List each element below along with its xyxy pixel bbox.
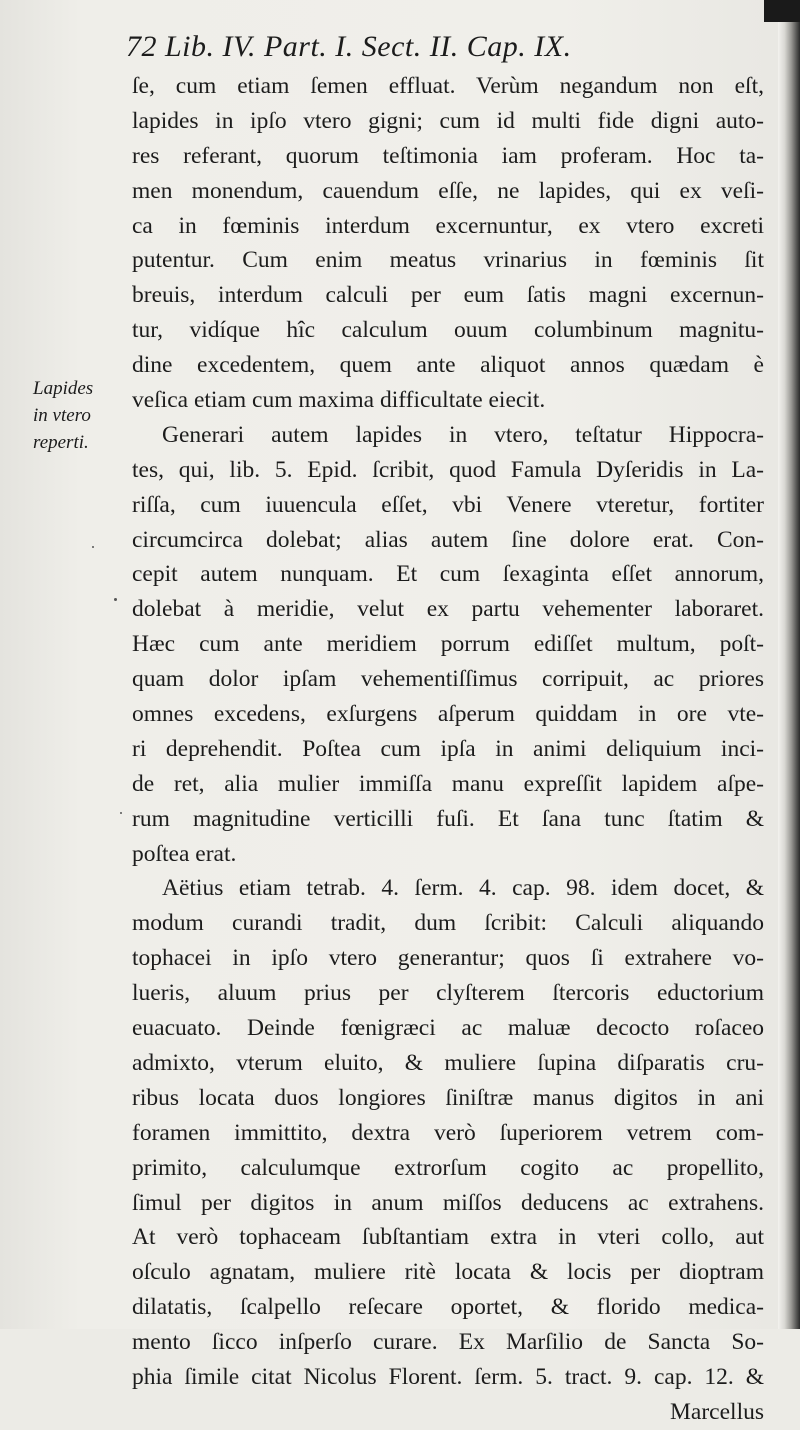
ink-speck — [92, 546, 94, 548]
margin-note — [33, 375, 128, 456]
text-line: phia ſimile citat Nicolus Florent. ſerm. 5. tract. 9. cap. 12. & — [132, 1363, 764, 1390]
text-line: lapides in ipſo vtero gigni; cum id multi fide digni auto- — [132, 107, 764, 134]
text-line: putentur. Cum enim meatus vrinarius in fœminis ſit — [132, 247, 764, 274]
text-line: res referant, quorum teſtimonia iam proferam. Hoc ta- — [132, 142, 764, 169]
text-line: circumcirca dolebat; alias autem ſine dolore erat. Con- — [132, 526, 764, 553]
text-line: riſſa, cum iuuencula eſſet, vbi Venere vteretur, fortiter — [132, 491, 764, 518]
text-line: ſimul per digitos in anum miſſos deducens ac extrahens. — [132, 1189, 764, 1216]
text-line: men monendum, cauendum eſſe, ne lapides, qui ex veſi- — [132, 177, 764, 204]
text-line: Generari autem lapides in vtero, teſtatur Hippocra- — [162, 421, 764, 448]
text-line: poſtea erat. — [132, 840, 237, 867]
binding-edge — [764, 0, 800, 22]
text-line: modum curandi tradit, dum ſcribit: Calculi aliquando — [132, 910, 764, 937]
book-spine-shadow — [778, 0, 800, 1329]
text-line: primito, calculumque extrorſum cogito ac propellito, — [132, 1154, 764, 1181]
text-line: de ret, alia mulier immiſſa manu expreſſit lapidem aſpe- — [132, 770, 764, 797]
text-line: At verò tophaceam ſubſtantiam extra in vteri collo, aut — [132, 1224, 764, 1251]
text-line: rum magnitudine verticilli fuſi. Et ſana tunc ſtatim & — [132, 805, 764, 832]
text-line: foramen immittito, dextra verò ſuperiorem vetrem com- — [132, 1119, 764, 1146]
text-line: admixto, vterum eluito, & muliere ſupina diſparatis cru- — [132, 1049, 764, 1076]
text-line: breuis, interdum calculi per eum ſatis magni excernun- — [132, 282, 764, 309]
text-line: veſica etiam cum maxima difficultate eiecit. — [132, 387, 546, 414]
text-line: tes, qui, lib. 5. Epid. ſcribit, quod Famula Dyſeridis in La- — [132, 456, 764, 483]
ink-speck — [120, 812, 122, 814]
text-line: quam dolor ipſam vehementiſſimus corripuit, ac priores — [132, 666, 764, 693]
text-line: ri deprehendit. Poſtea cum ipſa in animi deliquium inci- — [132, 735, 764, 762]
text-line: ſe, cum etiam ſemen effluat. Verùm negandum non eſt, — [132, 73, 764, 99]
text-line: mento ſicco inſperſo curare. Ex Marſilio de Sancta So- — [132, 1329, 764, 1356]
text-line: ca in fœminis interdum excernuntur, ex vtero excreti — [132, 212, 764, 239]
margin-note-line: in vtero — [33, 405, 91, 426]
text-line: Hæc cum ante meridiem porrum ediſſet multum, poſt- — [132, 631, 764, 658]
text-line: lueris, aluum prius per clyſterem ſtercoris eductorium — [132, 980, 764, 1007]
text-line: dolebat à meridie, velut ex partu vehementer laboraret. — [132, 596, 764, 623]
margin-note-line: reperti. — [33, 432, 89, 453]
text-line: cepit autem nunquam. Et cum ſexaginta eſſet annorum, — [132, 561, 764, 588]
text-line: tophacei in ipſo vtero generantur; quos ſi extrahere vo- — [132, 945, 764, 972]
text-line: oſculo agnatam, muliere ritè locata & locis per dioptram — [132, 1259, 764, 1286]
running-head: 72 Lib. IV. Part. I. Sect. II. Cap. IX. — [126, 30, 572, 63]
text-line: dine excedentem, quem ante aliquot annos quædam è — [132, 352, 764, 379]
text-line: Aëtius etiam tetrab. 4. ſerm. 4. cap. 98. idem docet, & — [162, 875, 764, 902]
text-line: dilatatis, ſcalpello reſecare oportet, & florido medica- — [132, 1294, 764, 1321]
text-line: ribus locata duos longiores ſiniſtræ manus digitos in ani — [132, 1084, 764, 1111]
ink-speck — [114, 598, 117, 601]
body-text — [132, 69, 764, 1430]
text-line: euacuato. Deinde fœnigræci ac maluæ decocto roſaceo — [132, 1015, 764, 1042]
text-line: tur, vidíque hîc calculum ouum columbinum magnitu- — [132, 317, 764, 344]
margin-note-line: Lapides — [33, 378, 94, 399]
text-line: omnes excedens, exſurgens aſperum quiddam in ore vte- — [132, 701, 764, 728]
catchword: Marcellus — [670, 1398, 764, 1425]
